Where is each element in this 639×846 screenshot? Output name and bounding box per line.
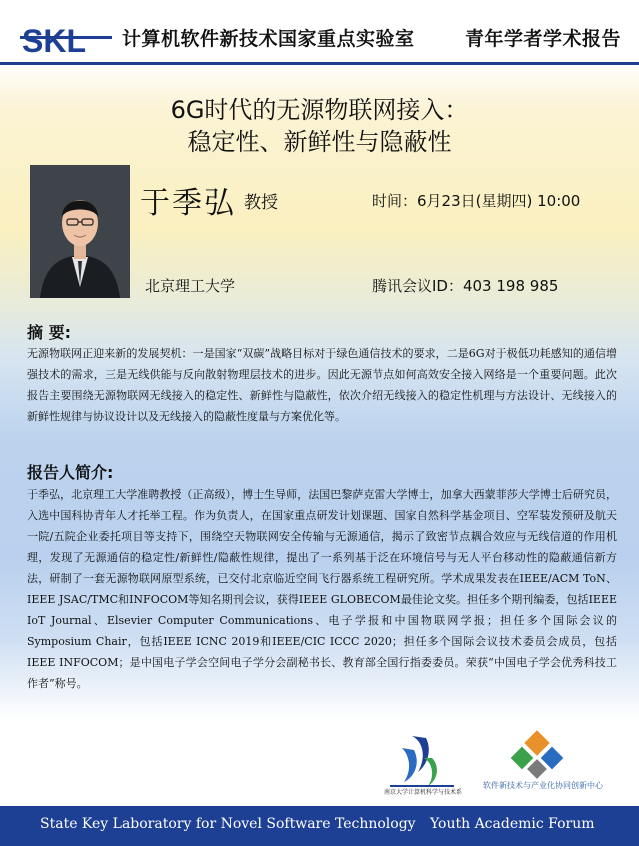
- innovation-center-caption: 软件新技术与产业化协同创新中心: [483, 781, 603, 790]
- speaker-photo: [30, 165, 130, 298]
- abstract-heading: 摘 要:: [27, 323, 71, 342]
- footer: [0, 806, 639, 846]
- forum-name: 青年学者学术报告: [465, 28, 622, 50]
- abstract-text: 无源物联网正迎来新的发展契机：一是国家“双碳”战略目标对于绿色通信技术的要求，二是6G对于极低功耗感知的通信增强技术的需求，三是无线供能与反向散射物理层技术的进步。因此无源节点如何高效安全接入网络是一个重要问题。此次报告主要围绕无源物联网无线接入的稳定性、新鲜性与隐蔽性，依次介绍无线接入的稳定性机理与方法设计、无线接入的新鲜性规律与协议设计以及无线接入的隐蔽性度量与方案优化等。: [27, 347, 617, 423]
- talk-title-line1: 6G时代的无源物联网接入：: [170, 96, 469, 124]
- header: [0, 0, 639, 62]
- bio-heading: 报告人简介:: [27, 463, 114, 482]
- speaker-title: 教授: [244, 193, 278, 213]
- talk-title-line2: 稳定性、新鲜性与隐蔽性: [187, 128, 452, 156]
- bio-text: 于季弘，北京理工大学准聘教授（正高级），博士生导师，法国巴黎萨克雷大学博士，加拿大西蒙菲莎大学博士后研究员，入选中国科协青年人才托举工程。作为负责人，在国家重点研发计划课题、国家自然科学基金项目、空军装发预研及航天一院/五院企业委托项目等支持下，围绕空天物联网安全传输与无源通信，揭示了致密节点耦合效应与无线信道的作用机理，发现了无源通信的稳定性/新鲜性/隐蔽性规律，提出了一系列基于泛在环境信号与无人平台移动性的隐蔽通信新方法，研制了一套无源物联网原型系统，已交付北京临近空间飞行器系统工程研究所。学术成果发表在IEEE/ACM ToN、IEEE JSAC/TMC和INFOCOM等知名期刊会议，获得IEEE GLOBECOM最佳论文奖。担任多个期刊编委，包括IEEE IoT Journal、Elsevier Computer Communications、电子学报和中国物联网学报；担任多个国际会议的Symposium Chair，包括IEEE ICNC 2019和IEEE/CIC ICCC 2020；担任多个国际会议技术委员会成员，包括IEEE INFOCOM；是中国电子学会空间电子学分会副秘书长、教育部全国行指委委员。荣获“中国电子学会优秀科技工作者”称号。: [27, 488, 617, 690]
- footer-lab-name: State Key Laboratory for Novel Software Technology: [40, 816, 416, 832]
- nju-cs-caption: 南京大学计算机科学与技术系: [383, 789, 462, 796]
- speaker-affiliation: 北京理工大学: [145, 277, 236, 295]
- meeting-id: 腾讯会议ID：403 198 985: [372, 277, 559, 295]
- talk-time: 时间：6月23日(星期四) 10:00: [372, 192, 581, 210]
- logo-text: SKL: [22, 23, 86, 56]
- speaker-name: 于季弘: [140, 186, 236, 221]
- footer-forum-name: Youth Academic Forum: [430, 816, 595, 832]
- lab-name: 计算机软件新技术国家重点实验室: [122, 28, 415, 50]
- skl-logo: [20, 22, 112, 56]
- header-divider: [0, 62, 639, 65]
